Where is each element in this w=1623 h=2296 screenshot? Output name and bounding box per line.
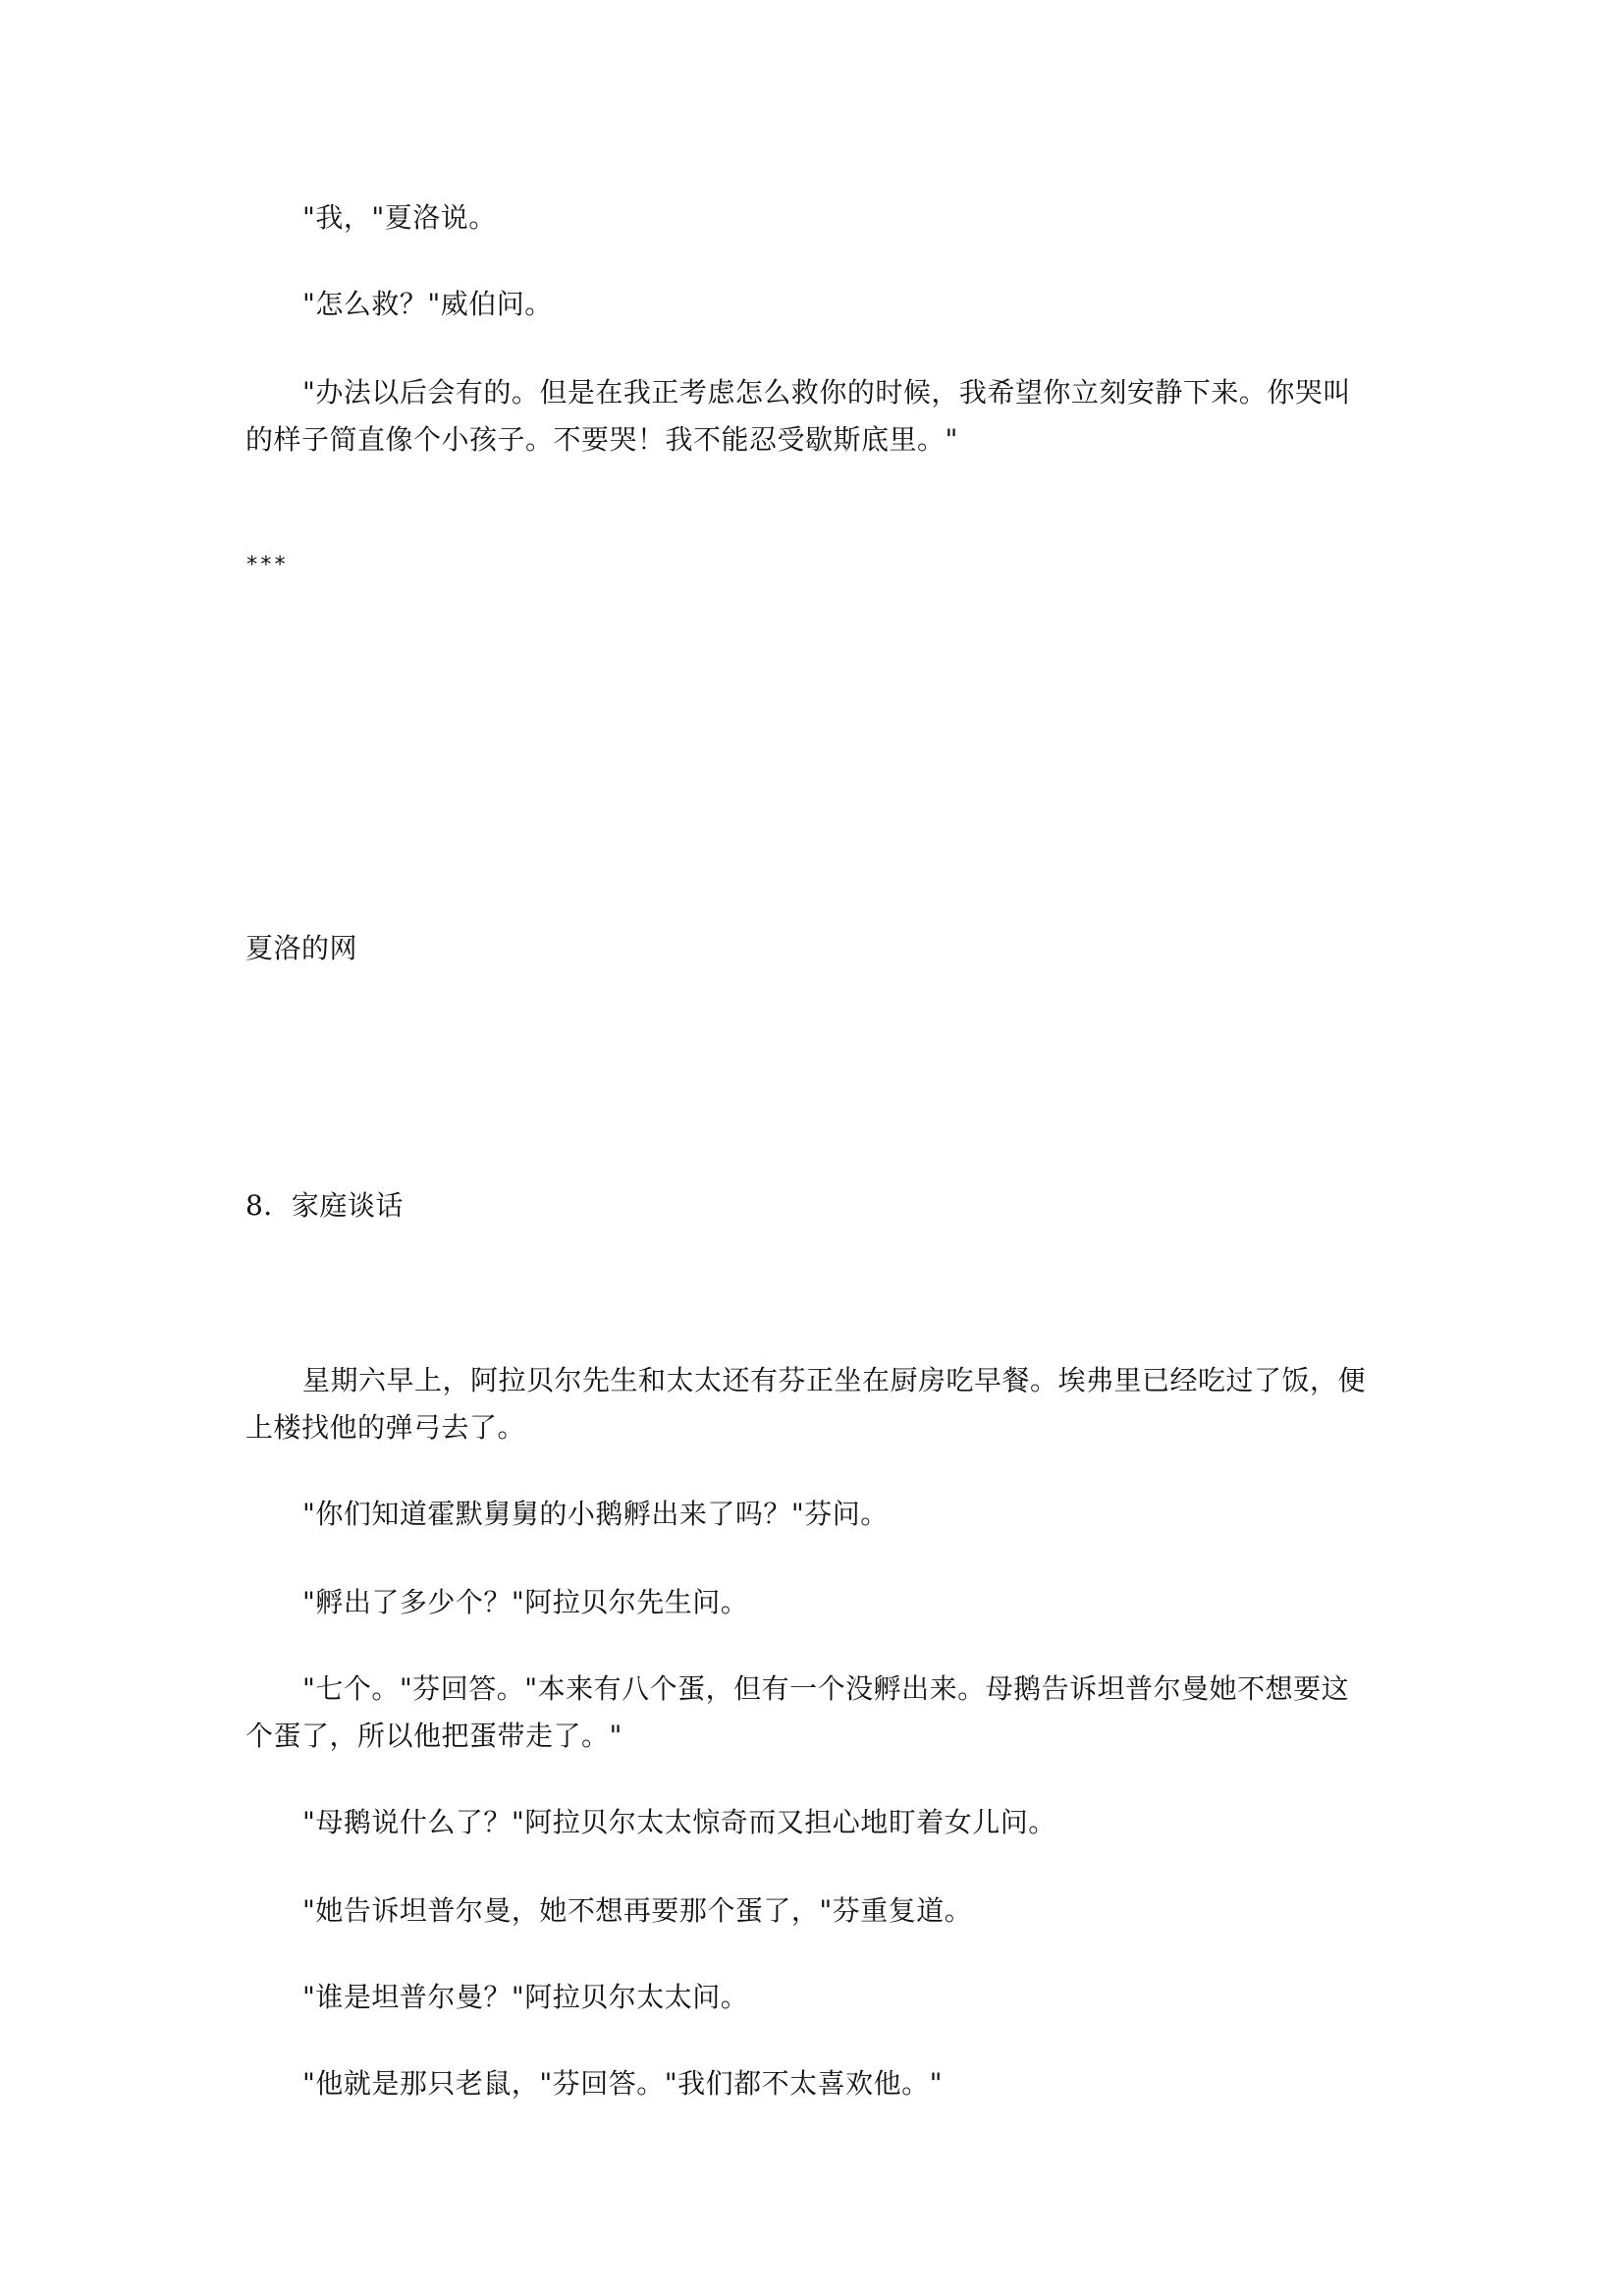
paragraph-calm-down-line1: "办法以后会有的。但是在我正考虑怎么救你的时候，我希望你立刻安静下来。你哭叫: [302, 376, 1351, 409]
paragraph-saturday-line1: 星期六早上，阿拉贝尔先生和太太还有芬正坐在厨房吃早餐。埃弗里已经吃过了饭，便: [302, 1364, 1367, 1396]
paragraph-saturday-line2: 上楼找他的弹弓去了。: [245, 1411, 526, 1444]
paragraph-who-is-templeton: "谁是坦普尔曼？"阿拉贝尔太太问。: [302, 1981, 749, 2013]
paragraph-wilbur-how: "怎么救？"威伯问。: [302, 288, 553, 320]
chapter-title: 8．家庭谈话: [245, 1189, 404, 1222]
paragraph-how-many: "孵出了多少个？"阿拉贝尔先生问。: [302, 1586, 749, 1618]
paragraph-told-templeton: "她告诉坦普尔曼，她不想再要那个蛋了，"芬重复道。: [302, 1894, 973, 1927]
part-title: 夏洛的网: [245, 932, 358, 964]
paragraph-goslings-hatched: "你们知道霍默舅舅的小鹅孵出来了吗？"芬问。: [302, 1498, 889, 1530]
paragraph-charlotte-me: "我，"夏洛说。: [302, 201, 497, 234]
paragraph-calm-down-line2: 的样子简直像个小孩子。不要哭！我不能忍受歇斯底里。": [245, 423, 958, 456]
paragraph-the-rat: "他就是那只老鼠，"芬回答。"我们都不太喜欢他。": [302, 2067, 944, 2100]
paragraph-seven-line1: "七个。"芬回答。"本来有八个蛋，但有一个没孵出来。母鹅告诉坦普尔曼她不想要这: [302, 1672, 1350, 1705]
section-separator: ***: [245, 553, 288, 577]
paragraph-seven-line2: 个蛋了，所以他把蛋带走了。": [245, 1720, 622, 1752]
paragraph-goose-said: "母鹅说什么了？"阿拉贝尔太太惊奇而又担心地盯着女儿问。: [302, 1806, 1056, 1838]
